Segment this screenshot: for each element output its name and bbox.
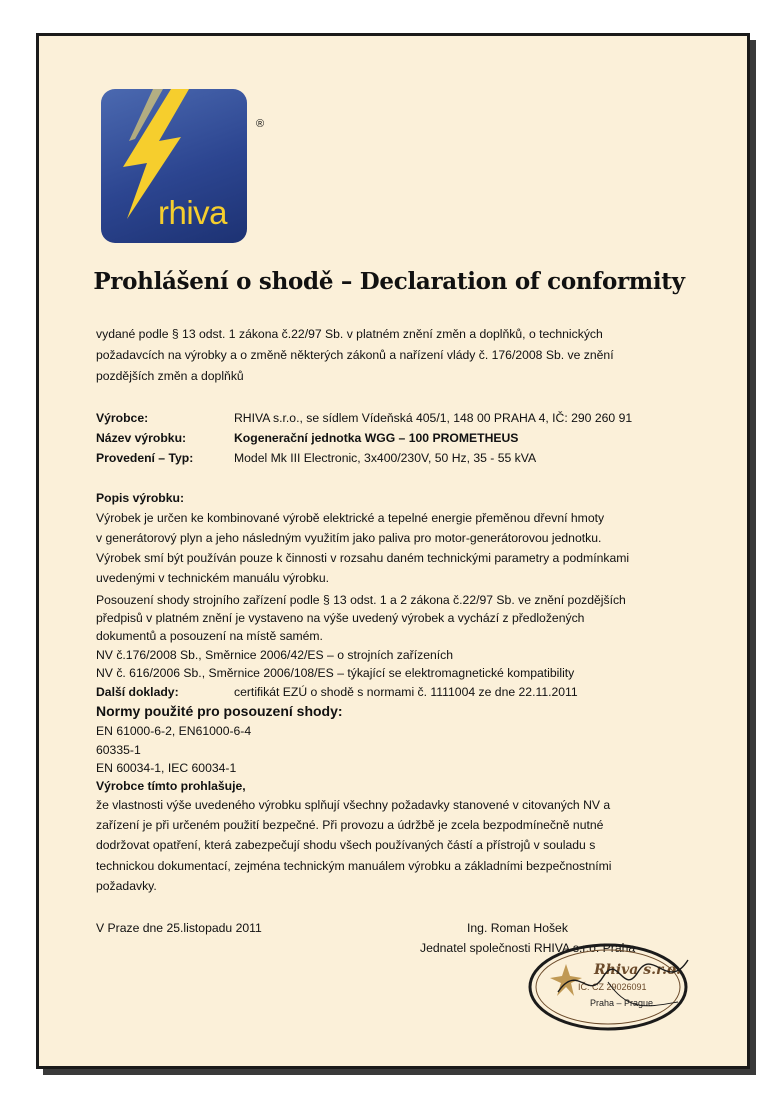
page-shadow-bottom xyxy=(43,1069,756,1075)
logo-text: rhiva xyxy=(158,194,228,231)
intro-line-1: vydané podle § 13 odst. 1 zákona č.22/97 Sb. v platném znění změn a doplňků, o technických xyxy=(96,327,603,341)
intro-line-2: požadavcích na výrobky a o změně některých zákonů a nařízení vlády č. 176/2008 Sb. ve znění xyxy=(96,348,614,362)
description-line: Výrobek smí být používán pouze k činnosti v rozsahu daném technickými parametry a podmínkami xyxy=(96,551,630,565)
place-date: V Praze dne 25.listopadu 2011 xyxy=(96,921,262,935)
declaration-line: zařízení je při určeném použití bezpečné. Při provozu a údržbě je zcela bezpodmínečně nutné xyxy=(96,818,604,832)
registered-mark: ® xyxy=(256,118,265,130)
product-name-value: Kogenerační jednotka WGG – 100 PROMETHEUS xyxy=(234,431,519,445)
norm-item: EN 60034-1, IEC 60034-1 xyxy=(96,761,237,775)
norms-heading: Normy použité pro posouzení shody: xyxy=(96,703,343,719)
description-line: v generátorový plyn a jeho následným využitím jako paliva pro motor-generátorovou jednotku. xyxy=(96,531,602,545)
stamp-line-2: IČ: CZ 29026091 xyxy=(578,982,647,992)
declaration-line: požadavky. xyxy=(96,879,157,893)
declaration-heading: Výrobce tímto prohlašuje, xyxy=(96,779,246,793)
manufacturer-label: Výrobce: xyxy=(96,411,149,425)
manufacturer-value: RHIVA s.r.o., se sídlem Vídeňská 405/1, 148 00 PRAHA 4, IČ: 290 260 91 xyxy=(234,411,633,425)
product-type-value: Model Mk III Electronic, 3x400/230V, 50 Hz, 35 - 55 kVA xyxy=(234,451,537,465)
description-line: Výrobek je určen ke kombinované výrobě elektrické a tepelné energie přeměnou dřevní hmoty xyxy=(96,511,605,525)
norm-item: EN 61000-6-2, EN61000-6-4 xyxy=(96,724,252,738)
signatory-role: Jednatel společnosti RHIVA s.r.o. Praha xyxy=(420,941,636,955)
other-docs-label: Další doklady: xyxy=(96,685,179,699)
product-name-label: Název výrobku: xyxy=(96,431,187,445)
stamp-line-3: Praha – Prague xyxy=(590,998,654,1008)
intro-line-3: pozdějších změn a doplňků xyxy=(96,369,244,383)
regulation-line: NV č. 616/2006 Sb., Směrnice 2006/108/ES – týkající se elektromagnetické kompatibility xyxy=(96,666,575,680)
other-docs-value: certifikát EZÚ o shodě s normami č. 1111004 ze dne 22.11.2011 xyxy=(234,685,578,699)
declaration-line: technickou dokumentací, zejména technickým manuálem výrobku a základními bezpečnostními xyxy=(96,859,612,873)
norm-item: 60335-1 xyxy=(96,743,141,757)
stamp-line-1: Rhiva s.r.o. xyxy=(594,962,681,978)
signatory-name: Ing. Roman Hošek xyxy=(467,921,568,935)
rhiva-logo xyxy=(101,89,247,243)
declaration-line: že vlastnosti výše uvedeného výrobku splňují všechny požadavky stanovené v citovaných NV a xyxy=(96,798,611,812)
description-line: předpisů v platném znění je vystaveno na výše uvedený výrobek a vychází z předložených xyxy=(96,611,585,625)
regulation-line: NV č.176/2008 Sb., Směrnice 2006/42/ES – o strojních zařízeních xyxy=(96,648,454,662)
description-line: Posouzení shody strojního zařízení podle § 13 odst. 1 a 2 zákona č.22/97 Sb. ve znění pozdějších xyxy=(96,593,626,607)
description-line: uvedenými v technickém manuálu výrobku. xyxy=(96,571,330,585)
description-line: dokumentů a posouzení na místě samém. xyxy=(96,629,323,643)
document-title: Prohlášení o shodě – Declaration of conformity xyxy=(93,268,685,295)
declaration-line: dodržovat opatření, která zabezpečují shodu všech používaných částí a přístrojů v souladu s xyxy=(96,838,596,852)
product-type-label: Provedení – Typ: xyxy=(96,451,194,465)
description-heading: Popis výrobku: xyxy=(96,491,185,505)
handwritten-signature xyxy=(548,952,698,1012)
page-shadow-right xyxy=(750,40,756,1073)
